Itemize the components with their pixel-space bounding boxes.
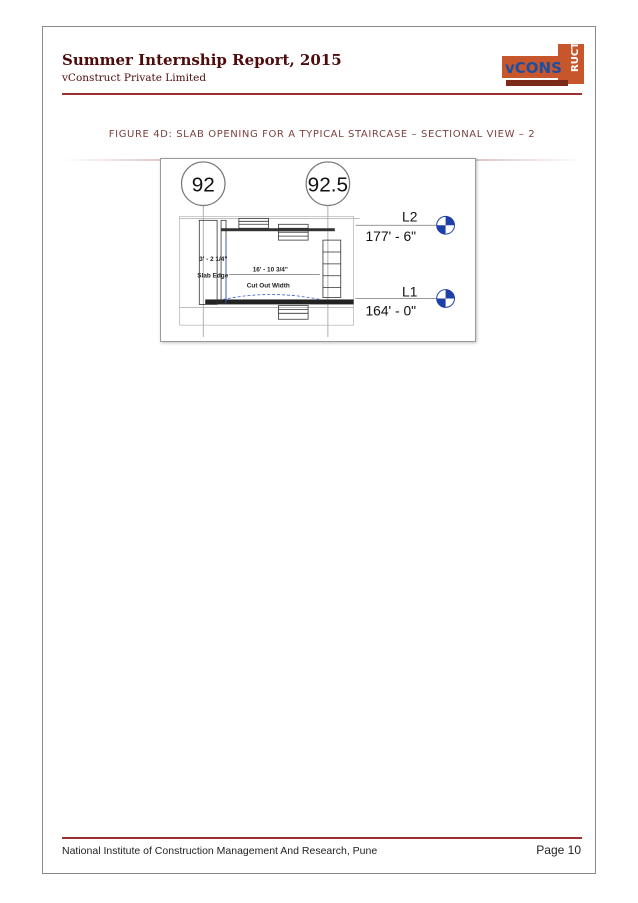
staircase-section-svg xyxy=(161,159,475,341)
slab-edge-label: Slab Edge xyxy=(197,272,229,280)
company-name: vConstruct Private Limited xyxy=(62,72,207,84)
dim-label-1: 3' - 2 1/4" xyxy=(199,255,228,263)
level-1-name: L1 xyxy=(402,283,418,300)
dim-label-2: 16' - 10 3/4" xyxy=(252,266,288,274)
figure-caption: FIGURE 4D: SLAB OPENING FOR A TYPICAL STAIRCASE – SECTIONAL VIEW – 2 xyxy=(108,129,536,140)
grid-label-left: 92 xyxy=(191,173,215,197)
footer-institute: National Institute of Construction Management And Research, Pune xyxy=(62,845,378,857)
svg-text:RUCT: RUCT xyxy=(570,42,581,72)
grid-label-right: 92.5 xyxy=(307,173,349,197)
section-drawing xyxy=(160,158,476,342)
page-border xyxy=(42,26,596,874)
report-title: Summer Internship Report, 2015 xyxy=(62,51,342,69)
footer-divider xyxy=(62,837,582,839)
vconstruct-logo xyxy=(502,42,586,92)
level-2-name: L2 xyxy=(402,208,418,225)
level-1-marker-icon xyxy=(437,290,455,308)
level-1-elevation: 164' - 0" xyxy=(365,302,417,319)
header-divider xyxy=(62,93,582,95)
level-2-marker-icon xyxy=(437,216,455,234)
level-2-elevation: 177' - 6" xyxy=(365,228,417,245)
cutout-label: Cut Out Width xyxy=(246,282,290,290)
page-number: Page 10 xyxy=(536,843,581,857)
svg-text:vCONS: vCONS xyxy=(505,59,562,77)
caption-divider xyxy=(62,146,582,148)
